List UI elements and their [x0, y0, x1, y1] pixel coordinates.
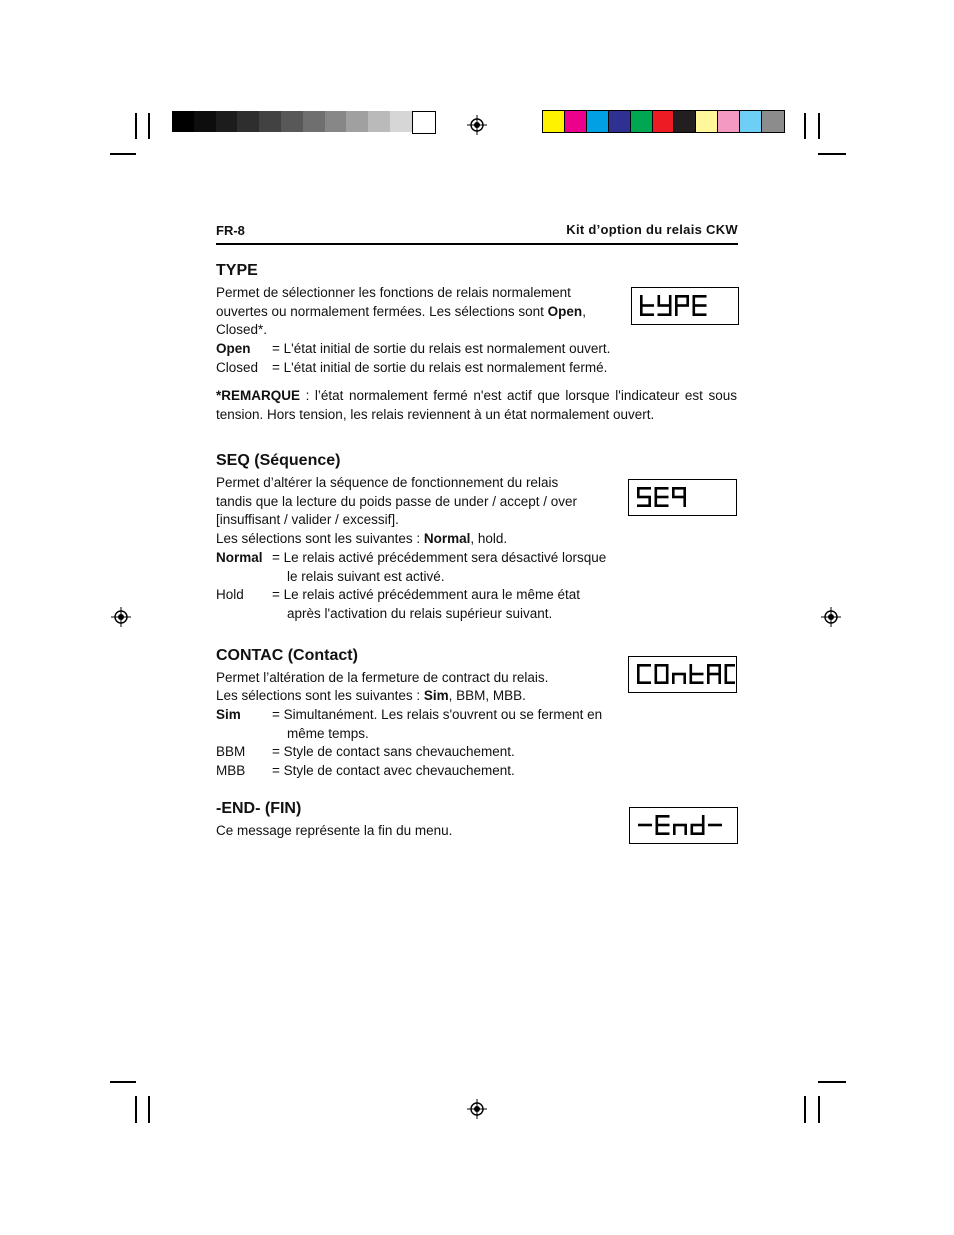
section-heading-seq: SEQ (Séquence) — [216, 452, 341, 469]
lcd-segment — [658, 295, 661, 306]
lcd-segment — [658, 313, 672, 316]
color-swatch — [609, 111, 631, 132]
lcd-segment — [637, 487, 640, 497]
lcd-segment — [640, 304, 654, 307]
color-swatch — [587, 111, 609, 132]
lcd-segment — [637, 664, 640, 674]
lcd-segment — [708, 824, 722, 827]
option-sim-continued: même temps. — [287, 726, 369, 741]
lcd-segment — [637, 504, 651, 507]
document-title: Kit d’option du relais CKW — [566, 222, 738, 237]
seq-description-line: Permet d’altérer la séquence de fonctionnement du relais — [216, 475, 559, 490]
lcd-segment — [683, 497, 686, 507]
lcd-segment — [656, 815, 659, 825]
lcd-segment — [655, 664, 658, 674]
color-swatch — [696, 111, 718, 132]
gray-swatch — [303, 111, 325, 132]
section-heading-contac: CONTAC (Contact) — [216, 647, 358, 664]
section-heading-end: -END- (FIN) — [216, 800, 302, 817]
lcd-segment — [672, 487, 675, 497]
color-swatch — [631, 111, 653, 132]
color-swatch — [674, 111, 696, 132]
lcd-digits — [629, 657, 735, 691]
lcd-segment — [656, 824, 670, 827]
lcd-segment — [637, 496, 651, 499]
color-swatch — [565, 111, 587, 132]
gray-swatch — [368, 111, 390, 132]
option-normal: Normal = Le relais activé précédemment sera désactivé lorsque — [216, 550, 607, 565]
lcd-segment — [655, 487, 658, 497]
type-description-line: Closed*. — [216, 322, 268, 337]
option-hold-continued: après l'activation du relais supérieur suivant. — [287, 606, 553, 621]
contac-description-line: Les sélections sont les suivantes : Sim, BBM, MBB. — [216, 688, 526, 703]
lcd-segment — [655, 674, 658, 684]
lcd-segment — [693, 304, 707, 307]
lcd-segment — [672, 674, 675, 684]
lcd-segment — [673, 825, 676, 835]
option-bbm: BBM = Style de contact sans chevauchement. — [216, 744, 515, 759]
lcd-segment — [666, 664, 669, 674]
lcd-segment — [672, 496, 686, 499]
gray-swatch — [194, 111, 216, 132]
registration-mark-icon — [467, 115, 487, 135]
gray-swatch — [346, 111, 368, 132]
lcd-digits — [630, 808, 736, 842]
lcd-digits — [629, 480, 735, 514]
lcd-display-contac — [628, 656, 737, 693]
color-swatch — [740, 111, 762, 132]
type-description-line: ouvertes ou normalement fermées. Les sélections sont Open, — [216, 304, 586, 319]
lcd-segment — [638, 824, 652, 827]
lcd-segment — [658, 304, 672, 307]
lcd-segment — [686, 295, 689, 306]
lcd-segment — [690, 673, 704, 676]
color-swatch — [543, 111, 565, 132]
option-sim: Sim = Simultanément. Les relais s'ouvrent ou se ferment en — [216, 707, 603, 722]
lcd-segment — [669, 295, 672, 306]
lcd-segment — [683, 487, 686, 497]
lcd-segment — [655, 496, 669, 499]
lcd-segment — [702, 815, 705, 825]
color-swatch — [653, 111, 675, 132]
lcd-segment — [691, 825, 694, 835]
lcd-segment — [675, 295, 678, 306]
lcd-segment — [655, 497, 658, 507]
lcd-segment — [640, 295, 643, 306]
lcd-segment — [718, 674, 721, 684]
lcd-segment — [693, 306, 696, 317]
header-rule — [216, 243, 738, 245]
lcd-segment — [683, 674, 686, 684]
lcd-segment — [684, 825, 687, 835]
end-description: Ce message représente la fin du menu. — [216, 823, 453, 838]
lcd-segment — [707, 664, 710, 674]
option-open: Open = L'état initial de sortie du relais est normalement ouvert. — [216, 341, 611, 356]
lcd-digits — [632, 288, 737, 323]
lcd-segment — [656, 825, 659, 835]
lcd-segment — [718, 664, 721, 674]
lcd-display-seq — [628, 479, 737, 516]
lcd-segment — [672, 673, 686, 676]
lcd-segment — [675, 306, 678, 317]
gray-swatch — [390, 111, 412, 132]
color-swatch — [718, 111, 740, 132]
gray-swatch — [216, 111, 238, 132]
lcd-segment — [673, 824, 687, 827]
gray-swatch — [259, 111, 281, 132]
gray-swatch — [237, 111, 259, 132]
lcd-display-end — [629, 807, 738, 844]
section-heading-type: TYPE — [216, 262, 258, 279]
registration-mark-icon — [821, 607, 841, 627]
registration-mark-icon — [111, 607, 131, 627]
note-paragraph: *REMARQUE : l’état normalement fermé n'est actif que lorsque l'indicateur est sous tension. Hors tension, les relais reviennent à un état normalement ouvert. — [216, 388, 737, 422]
option-hold: Hold = Le relais activé précédemment aura le même état — [216, 587, 581, 602]
page-number: FR-8 — [216, 223, 245, 238]
gray-swatch — [325, 111, 347, 132]
contac-description-line: Permet l’altération de la fermeture de contract du relais. — [216, 670, 549, 685]
gray-swatch — [412, 111, 436, 134]
lcd-segment — [640, 306, 643, 317]
type-description-line: Permet de sélectionner les fonctions de relais normalement — [216, 285, 571, 300]
lcd-segment — [707, 673, 721, 676]
option-mbb: MBB = Style de contact avec chevauchement. — [216, 763, 515, 778]
lcd-display-type — [631, 287, 739, 325]
gray-swatch — [172, 111, 194, 132]
lcd-segment — [693, 295, 696, 306]
registration-mark-icon — [467, 1099, 487, 1119]
option-normal-continued: le relais suivant est activé. — [287, 569, 445, 584]
lcd-segment — [725, 674, 728, 684]
color-swatch — [762, 111, 784, 132]
option-closed: Closed = L'état initial de sortie du relais est normalement fermé. — [216, 360, 608, 375]
seq-description-line: [insuffisant / valider / excessif]. — [216, 512, 399, 527]
lcd-segment — [707, 674, 710, 684]
gray-swatch — [281, 111, 303, 132]
seq-description-line: tandis que la lecture du poids passe de under / accept / over — [216, 494, 577, 509]
lcd-segment — [675, 304, 689, 307]
lcd-segment — [690, 674, 693, 684]
lcd-segment — [690, 664, 693, 674]
lcd-segment — [637, 674, 640, 684]
lcd-segment — [691, 824, 705, 827]
seq-description-line: Les sélections sont les suivantes : Normal, hold. — [216, 531, 508, 546]
lcd-segment — [725, 664, 728, 674]
